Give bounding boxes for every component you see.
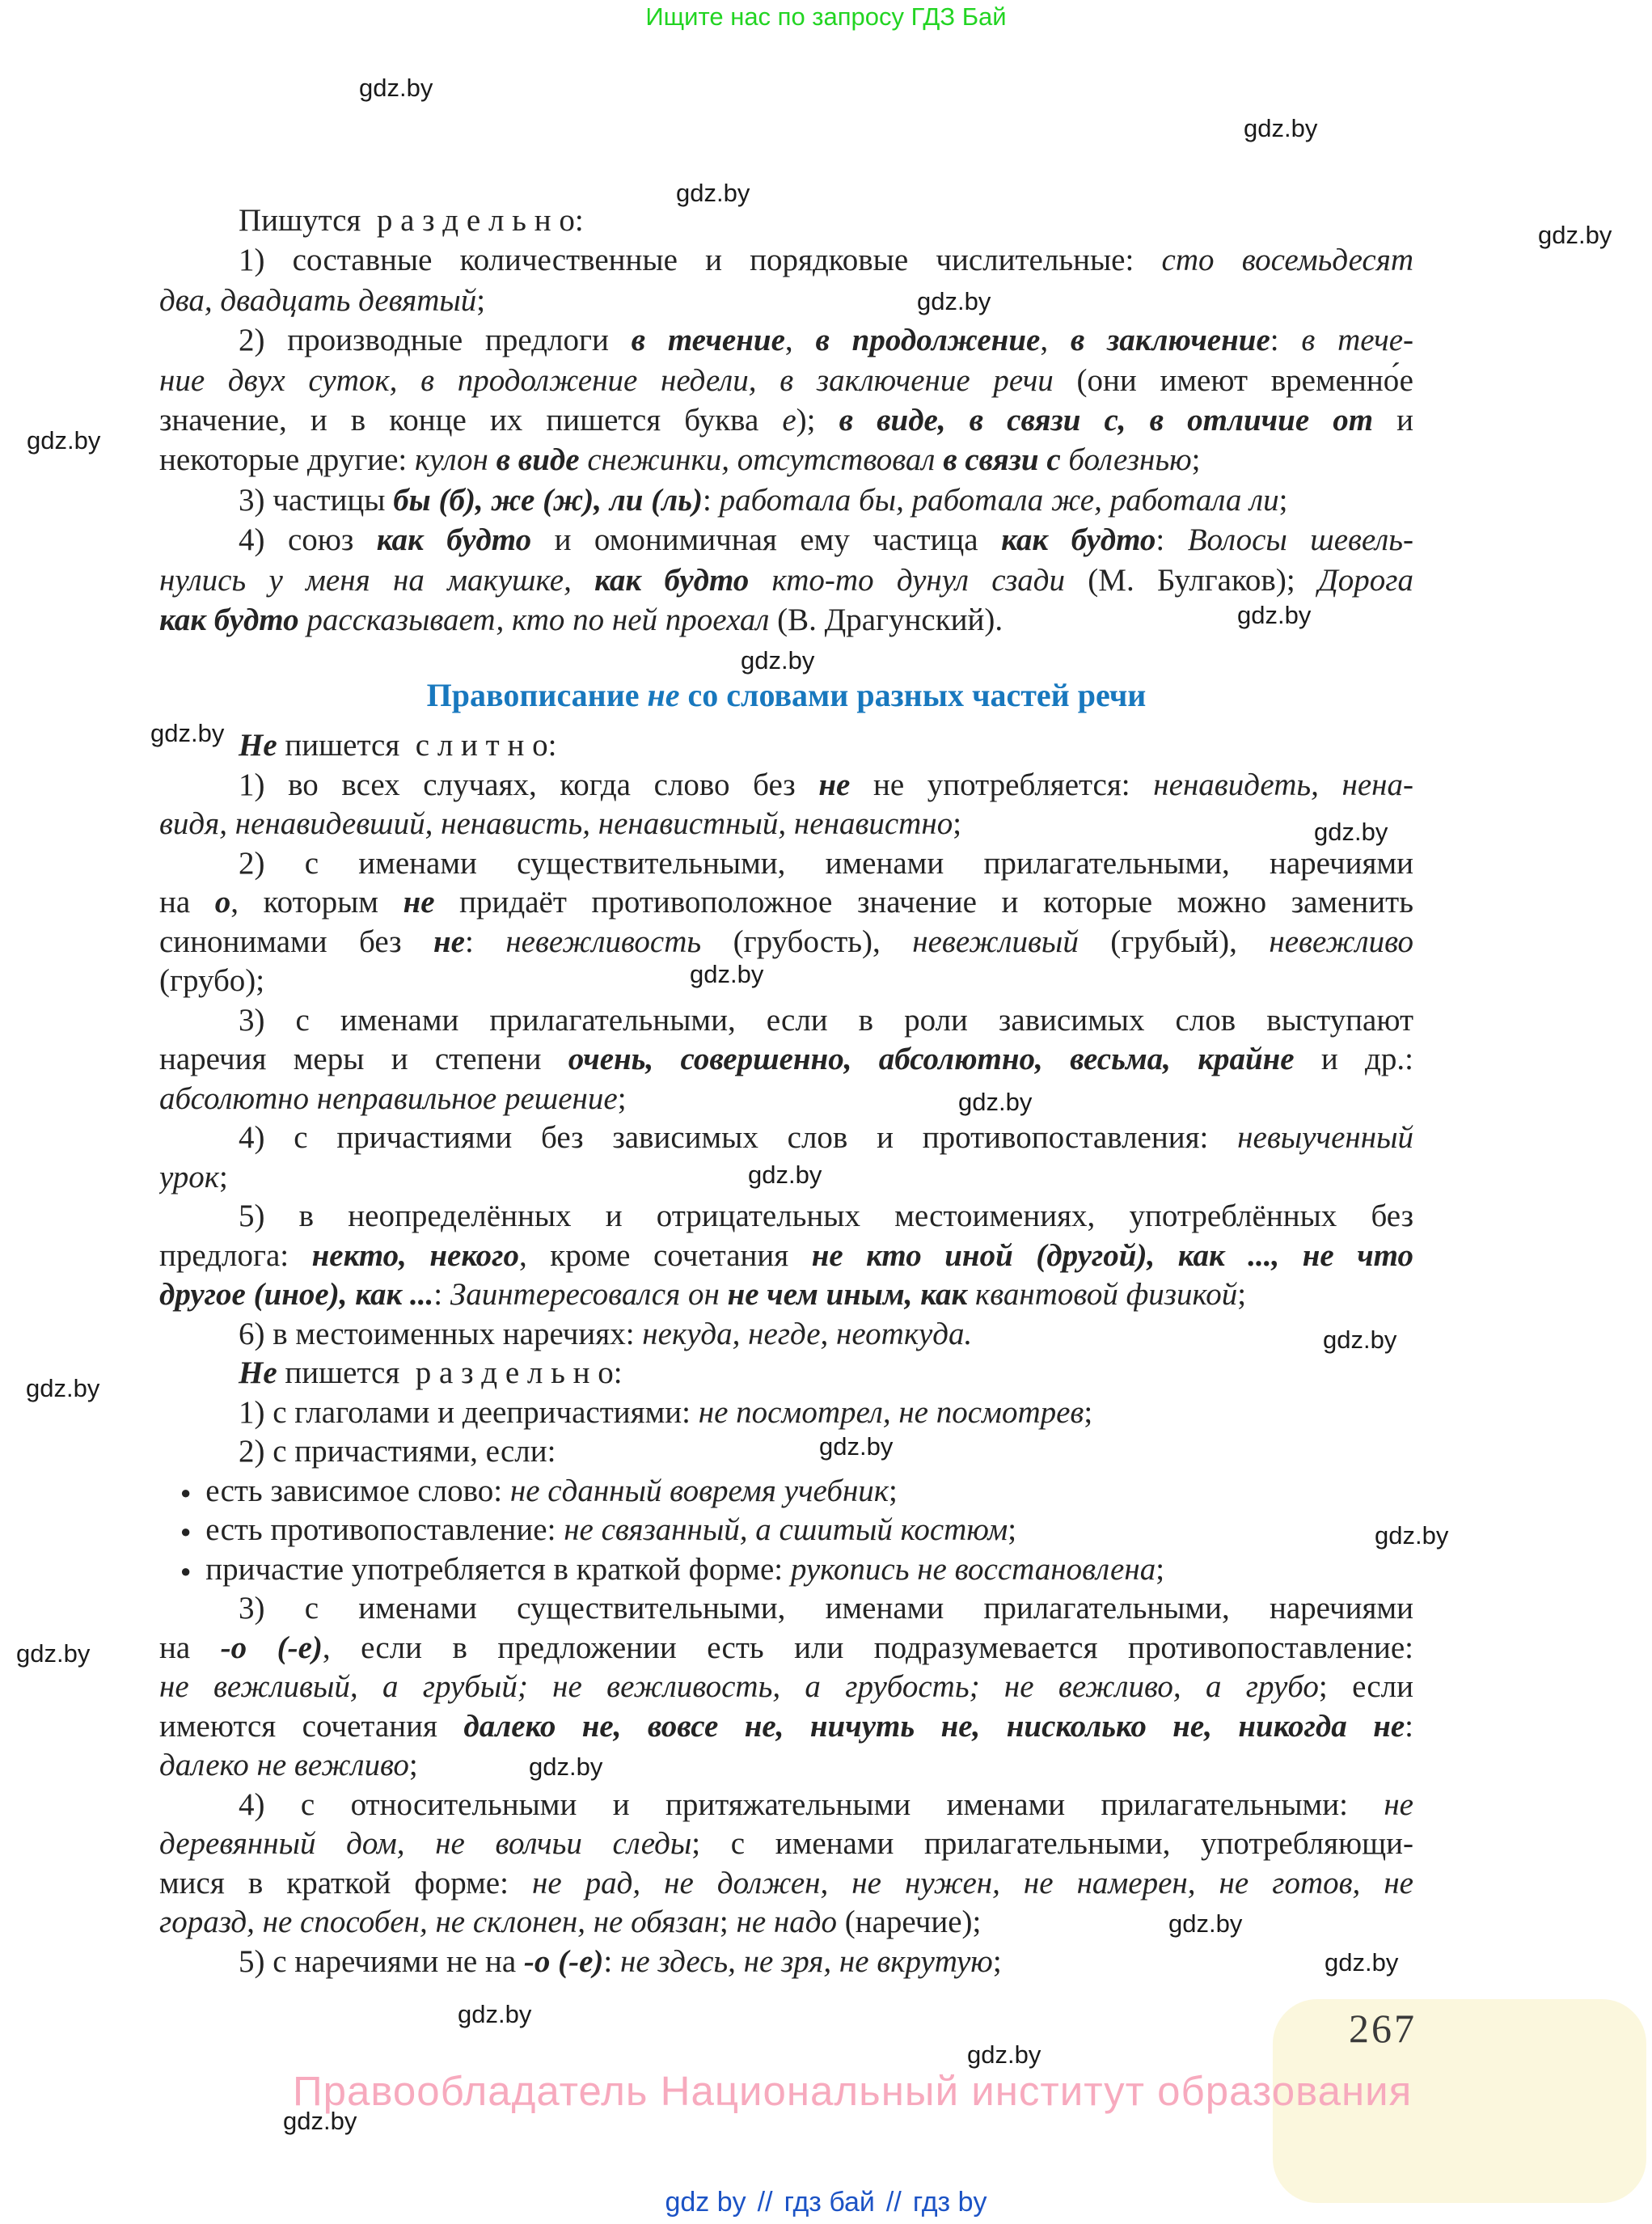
text-segment: :	[1405, 1708, 1413, 1744]
text-segment: некуда, негде, неоткуда.	[642, 1316, 973, 1351]
text-segment: не употребляется:	[850, 767, 1154, 802]
watermark: gdz.by	[150, 719, 225, 747]
text-line	[159, 766, 1413, 805]
text-segment: не здесь, не зря, не вкрутую	[620, 1943, 993, 1979]
footer-link[interactable]: gdz by	[665, 2187, 746, 2218]
text-segment: кулон	[415, 442, 496, 478]
text-segment: не кто иной (другой), как ..., не что	[811, 1237, 1413, 1273]
text-segment: невыученный	[1237, 1120, 1413, 1155]
text-segment: ;	[617, 1080, 627, 1116]
text-segment: со словами разных частей речи	[679, 677, 1147, 713]
text-line	[159, 1511, 1413, 1550]
text-segment: -о (-е)	[523, 1943, 604, 1979]
text-segment: и др.:	[1294, 1042, 1413, 1076]
text-segment: в тече-	[1301, 323, 1413, 358]
text-segment: 4) союз	[239, 522, 377, 558]
watermark: gdz.by	[359, 74, 433, 102]
text-segment: ;	[476, 282, 486, 318]
text-segment: 3) частицы	[239, 482, 394, 518]
text-segment: не посмотрел, не посмотрев	[698, 1394, 1084, 1430]
text-segment: не	[403, 885, 435, 920]
watermark: gdz.by	[1538, 221, 1612, 249]
text-segment: не чем иным, как	[727, 1277, 968, 1312]
text-segment: как будто	[376, 522, 532, 558]
text-segment: деревянный дом, не волчьи следы	[159, 1826, 692, 1861]
text-segment: 3) с именами существительными, именами прилагательными, наречиями	[239, 1591, 1413, 1626]
text-segment: ;	[1008, 1512, 1017, 1547]
watermark: gdz.by	[27, 426, 101, 455]
watermark: gdz.by	[819, 1432, 894, 1461]
text-segment: :	[702, 482, 720, 518]
watermark: gdz.by	[458, 2000, 532, 2028]
text-segment: ;	[1191, 442, 1201, 478]
text-segment: далеко не, вовсе не, ничуть не, нисколько не, никогда не	[463, 1708, 1405, 1744]
watermark: gdz.by	[1323, 1326, 1397, 1354]
promo-banner: Ищите нас по запросу ГДЗ Бай	[645, 2, 1007, 31]
bullet-icon: ●	[180, 1521, 192, 1541]
text-segment: пишется с л и т н о:	[277, 728, 557, 763]
text-segment: в виде	[496, 442, 580, 478]
text-segment: и омонимичная ему частица	[531, 522, 1002, 558]
text-segment: некто, некого	[311, 1237, 520, 1273]
text-segment: нулись у меня на макушке,	[159, 562, 595, 598]
text-segment: не сданный вовремя учебник	[509, 1473, 889, 1508]
text-segment: Заинтересовался он	[450, 1277, 728, 1312]
text-line	[159, 1589, 1413, 1629]
text-segment: урок	[159, 1159, 220, 1194]
text-line	[159, 600, 1413, 640]
text-segment: 3) с именами прилагательными, если в роли зависимых слов выступают	[239, 1002, 1413, 1038]
text-line	[159, 1040, 1413, 1080]
text-segment: бы (б), же (ж), ли (ль)	[393, 482, 703, 518]
text-segment: Правописание	[426, 677, 648, 713]
text-segment: (они имеют временно́е	[1076, 362, 1413, 398]
watermark: gdz.by	[1237, 601, 1312, 629]
text-segment: два, двадцать девятый	[159, 282, 477, 318]
text-segment: , которым	[230, 885, 403, 920]
text-segment: Не	[239, 728, 277, 763]
text-segment: Пишутся р а з д е л ь н о:	[239, 203, 584, 238]
text-segment: 2) с причастиями, если:	[239, 1434, 556, 1469]
text-segment: ;	[408, 1748, 418, 1782]
text-segment: абсолютно неправильное решение	[159, 1080, 618, 1116]
text-line	[159, 240, 1413, 280]
text-segment: 1) составные количественные и порядковые числительные:	[239, 243, 1162, 278]
text-segment: в продолжение	[815, 323, 1041, 358]
text-segment: 4) с относительными и притяжательными именами прилагательными:	[239, 1786, 1384, 1822]
text-segment: в течение	[631, 323, 785, 358]
text-segment: горазд, не способен, не склонен, не обязан	[159, 1905, 720, 1939]
text-segment: сто восемьдесят	[1161, 243, 1413, 278]
text-segment: (грубый),	[1078, 924, 1270, 959]
watermark: gdz.by	[748, 1161, 822, 1189]
text-line	[159, 320, 1413, 360]
text-line	[159, 1746, 1413, 1786]
text-segment: ; с именами прилагательными, употребляющи-	[691, 1826, 1413, 1861]
text-segment: очень, совершенно, абсолютно, весьма, крайне	[568, 1042, 1295, 1076]
text-segment: пишется р а з д е л ь н о:	[277, 1355, 623, 1390]
text-segment: 6) в местоименных наречиях:	[239, 1316, 643, 1351]
text-segment: рукопись не восстановлена	[790, 1551, 1156, 1587]
text-line	[159, 440, 1413, 480]
watermark: gdz.by	[967, 2040, 1041, 2069]
text-line	[159, 1275, 1413, 1315]
text-segment: мися в краткой форме:	[159, 1865, 532, 1901]
text-segment: 2) производные предлоги	[239, 323, 632, 358]
text-line	[159, 1903, 1413, 1943]
text-line	[159, 1472, 1413, 1512]
watermark: gdz.by	[676, 179, 750, 207]
text-segment: далеко не вежливо	[159, 1748, 409, 1782]
text-line	[159, 1824, 1413, 1864]
text-line	[159, 400, 1413, 440]
text-segment: (грубость),	[701, 924, 913, 959]
text-segment: квантовой физикой	[967, 1277, 1238, 1312]
text-segment: не	[647, 677, 680, 713]
text-segment: рассказывает, кто по ней проехал	[298, 603, 778, 637]
text-segment: , если в предложении есть или подразумевается противопоставление:	[322, 1630, 1413, 1665]
watermark: gdz.by	[26, 1374, 100, 1402]
watermark: gdz.by	[1168, 1909, 1243, 1938]
text-line	[159, 1080, 1413, 1119]
watermark: gdz.by	[958, 1088, 1033, 1116]
footer-links	[0, 2187, 1652, 2218]
text-segment: ;	[1084, 1394, 1093, 1430]
text-segment: кто-то дунул сзади	[749, 562, 1088, 598]
text-segment: ;	[219, 1159, 228, 1194]
text-segment: ;	[1156, 1551, 1165, 1587]
text-line	[159, 1864, 1413, 1904]
text-line	[159, 1001, 1413, 1041]
text-segment: в заключение	[1070, 323, 1270, 358]
text-segment: ;	[953, 806, 962, 841]
text-segment: болезнью	[1060, 442, 1192, 478]
watermark: gdz.by	[1244, 114, 1318, 142]
text-line	[159, 844, 1413, 884]
watermark: gdz.by	[283, 2107, 357, 2135]
text-line	[159, 962, 1413, 1001]
watermark: gdz.by	[1325, 1948, 1399, 1977]
text-line	[159, 1707, 1413, 1747]
text-segment: не рад, не должен, не нужен, не намерен, не готов, не	[531, 1865, 1413, 1901]
text-segment: на	[159, 885, 215, 920]
text-segment: в виде, в связи с, в отличие от	[839, 403, 1374, 438]
watermark: gdz.by	[1314, 818, 1388, 846]
text-segment: видя, ненавидевший, ненависть, ненавистный, ненавистно	[159, 806, 953, 841]
text-segment: имеются сочетания	[159, 1708, 464, 1744]
page-number: 267	[1349, 2006, 1417, 2051]
text-segment: 5) в неопределённых и отрицательных местоимениях, употреблённых без	[239, 1199, 1413, 1233]
text-segment: есть зависимое слово:	[205, 1473, 510, 1508]
watermark: gdz.by	[16, 1639, 91, 1668]
text-segment: :	[465, 924, 506, 959]
text-segment: не	[818, 767, 851, 802]
text-line	[159, 1315, 1413, 1355]
text-segment: как будто	[1001, 522, 1156, 558]
text-segment: Волосы шевель-	[1187, 522, 1413, 558]
text-line	[159, 1550, 1413, 1590]
text-segment: и	[1373, 403, 1413, 438]
bullet-icon: ●	[180, 1560, 192, 1581]
text-segment: :	[433, 1277, 450, 1312]
text-segment: есть противопоставление:	[205, 1512, 564, 1547]
text-segment: синонимами без	[159, 924, 434, 959]
text-segment: на	[159, 1630, 221, 1665]
text-segment: ;	[1237, 1277, 1247, 1312]
text-segment: ;	[719, 1905, 737, 1939]
text-segment: Не	[239, 1355, 277, 1390]
text-segment: е	[782, 403, 796, 438]
text-segment: , кроме сочетания	[519, 1237, 812, 1273]
text-line	[159, 1668, 1413, 1707]
text-line	[159, 560, 1413, 600]
text-segment: (грубо);	[159, 963, 265, 998]
text-segment: (наречие);	[837, 1905, 982, 1939]
section-heading	[159, 676, 1413, 715]
footer-link[interactable]: гдз бай	[784, 2187, 875, 2218]
text-segment: не надо	[736, 1905, 837, 1939]
text-segment: работала бы, работала же, работала ли	[719, 482, 1279, 518]
text-segment: ние двух суток, в продолжение недели, в заключение речи	[159, 362, 1077, 398]
link-separator: //	[757, 2187, 773, 2218]
text-segment: ,	[784, 323, 816, 358]
text-line	[159, 1786, 1413, 1825]
text-line	[159, 923, 1413, 962]
text-segment: 5) с наречиями не на	[239, 1943, 524, 1979]
text-segment: ; если	[1318, 1669, 1413, 1704]
text-segment: ,	[1040, 323, 1071, 358]
text-segment: :	[1156, 522, 1188, 558]
text-line	[159, 805, 1413, 844]
text-segment: не вежливый, а грубый; не вежливость, а грубость; не вежливо, а грубо	[159, 1669, 1319, 1704]
text-line	[159, 1197, 1413, 1237]
text-segment: 2) с именами существительными, именами прилагательными, наречиями	[239, 845, 1413, 881]
watermark: gdz.by	[1375, 1521, 1449, 1550]
text-line	[159, 520, 1413, 560]
text-line	[159, 1943, 1413, 1982]
text-segment: ;	[1278, 482, 1288, 518]
text-line	[159, 480, 1413, 520]
text-segment: ;	[992, 1943, 1002, 1979]
watermark: gdz.by	[917, 287, 991, 315]
text-line	[159, 726, 1413, 766]
text-segment: 1) с глаголами и деепричастиями:	[239, 1394, 699, 1430]
text-segment: -о (-е)	[220, 1630, 323, 1665]
text-line	[159, 201, 1413, 240]
text-segment: в связи с	[943, 442, 1061, 478]
text-segment: Дорога	[1317, 562, 1413, 598]
text-line	[159, 1237, 1413, 1276]
text-segment: невежливый	[912, 924, 1079, 959]
text-segment: некоторые другие:	[159, 442, 416, 478]
copyright-notice: Правообладатель Национальный институт образования	[293, 2068, 1413, 2114]
text-segment: предлога:	[159, 1237, 312, 1273]
link-separator: //	[885, 2187, 902, 2218]
text-segment: наречия меры и степени	[159, 1042, 568, 1076]
text-segment: не связанный, а сшитый костюм	[564, 1512, 1008, 1547]
watermark: gdz.by	[690, 960, 764, 988]
text-segment: (М. Булгаков);	[1088, 562, 1318, 598]
watermark: gdz.by	[529, 1753, 603, 1781]
text-segment: ненавидеть, нена-	[1153, 767, 1413, 802]
text-segment: значение, и в конце их пишется буква	[159, 403, 783, 438]
text-line	[159, 1118, 1413, 1158]
text-line	[159, 361, 1413, 400]
text-segment: (В. Драгунский).	[777, 603, 1003, 637]
text-segment: как будто	[594, 562, 750, 598]
watermark: gdz.by	[741, 646, 815, 674]
text-segment: 4) с причастиями без зависимых слов и противопоставления:	[239, 1120, 1238, 1155]
text-line	[159, 1393, 1413, 1433]
text-segment: ;	[889, 1473, 898, 1508]
footer-link[interactable]: гдз by	[912, 2187, 987, 2218]
text-segment: :	[603, 1943, 621, 1979]
text-segment: о	[214, 885, 231, 920]
text-segment: :	[1270, 323, 1302, 358]
text-line	[159, 1629, 1413, 1668]
bullet-icon: ●	[180, 1482, 192, 1503]
text-segment: );	[796, 403, 839, 438]
text-segment: невежливость	[505, 924, 702, 959]
text-segment: причастие употребляется в краткой форме:	[205, 1551, 791, 1587]
text-line	[159, 1432, 1413, 1472]
text-line	[159, 1158, 1413, 1198]
text-line	[159, 1354, 1413, 1393]
text-segment: придаёт противоположное значение и которые можно заменить	[434, 885, 1413, 920]
text-segment: невежливо	[1269, 924, 1413, 959]
text-segment: другое (иное), как ...	[159, 1277, 434, 1312]
text-segment: не	[1384, 1786, 1413, 1822]
text-line	[159, 281, 1413, 320]
text-segment: 1) во всех случаях, когда слово без	[239, 767, 819, 802]
text-line	[159, 883, 1413, 923]
text-segment: снежинки, отсутствовал	[579, 442, 944, 478]
text-segment: как будто	[159, 603, 299, 637]
text-segment: не	[433, 924, 465, 959]
